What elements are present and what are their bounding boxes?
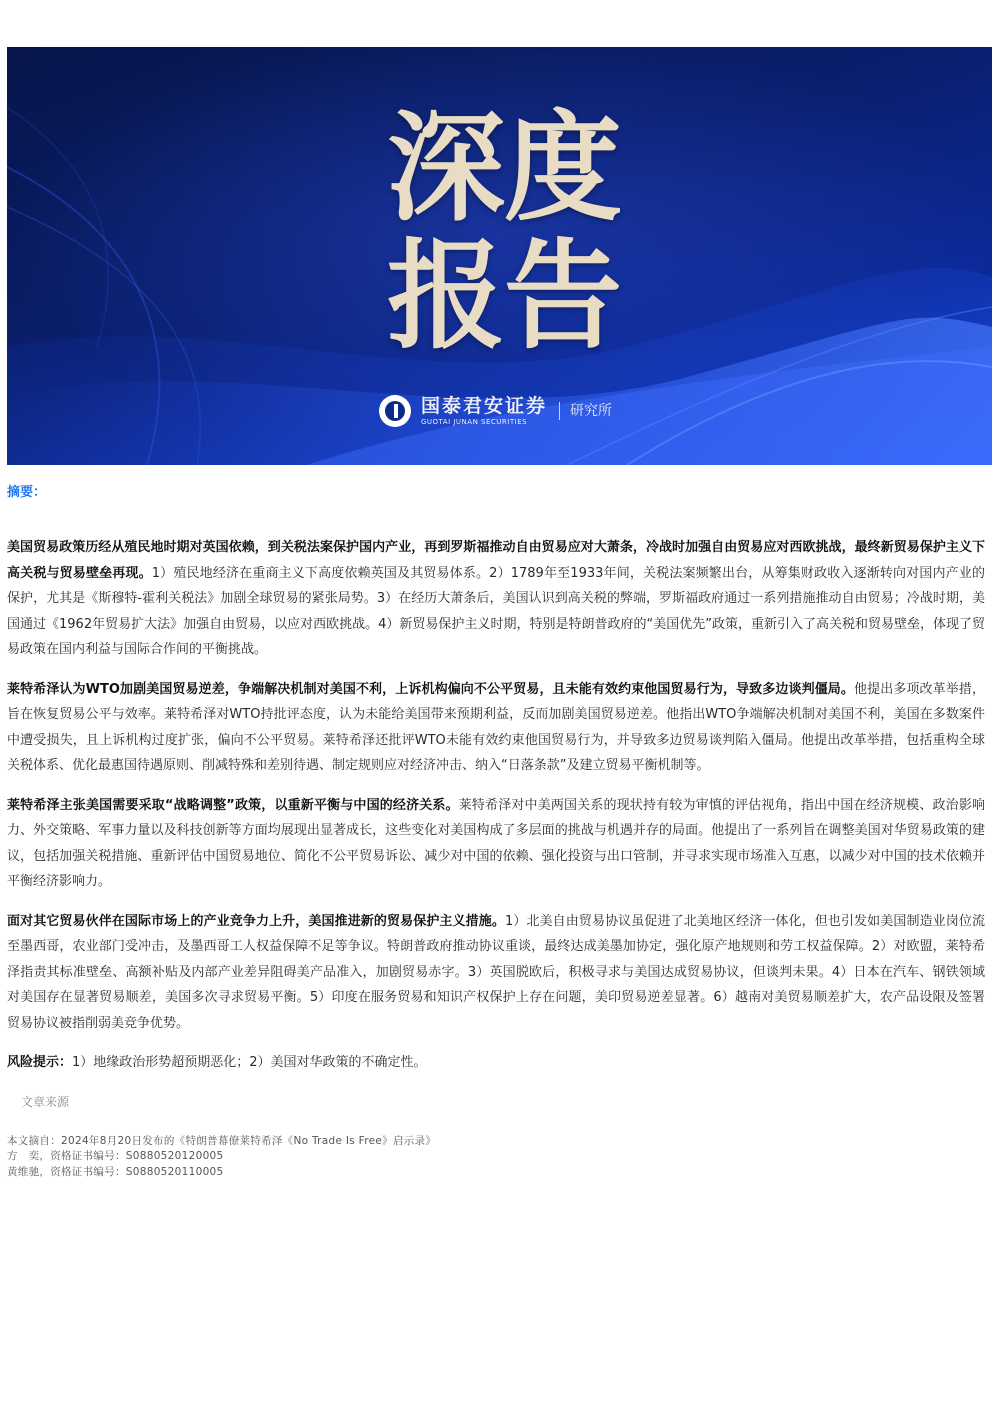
footer-excerpt-line: 本文摘自：2024年8月20日发布的《特朗普幕僚莱特希泽《No Trade Is Free》启示录》 xyxy=(7,1134,437,1147)
company-logo-icon xyxy=(379,395,411,427)
risk-warning-body: 1）地缘政治形势超预期恶化；2）美国对华政策的不确定性。 xyxy=(72,1055,427,1070)
paragraph-3-lead: 莱特希泽主张美国需要采取“战略调整”政策，以重新平衡与中国的经济关系。 xyxy=(7,797,459,813)
risk-warning xyxy=(7,1050,985,1076)
summary-paragraph-1 xyxy=(7,535,985,663)
institute-label: 研究所 xyxy=(559,402,612,420)
company-logo xyxy=(379,393,612,429)
paragraph-3-body: 莱特希泽对中美两国关系的现状持有较为审慎的评估视角，指出中国在经济规模、政治影响力、外交策略、军事力量以及科技创新等方面均展现出显著成长，这些变化对美国构成了多层面的挑战与机遇并存的局面。他提出了一系列旨在调整美国对华贸易政策的建议，包括加强关税措施、重新评估中国贸易地位、简化不公平贸易诉讼、减少对中国的依赖、强化投资与出口管制，并寻求实现市场准入互惠，以减少对中国的技术依赖并平衡经济影响力。 xyxy=(7,797,985,889)
summary-paragraph-4 xyxy=(7,909,985,1037)
footer-analyst-1: 方 奕，资格证书编号：S0880520120005 xyxy=(7,1150,224,1162)
footer-analyst-2: 黄维驰，资格证书编号：S0880520110005 xyxy=(7,1165,224,1178)
company-name-en: GUOTAI JUNAN SECURITIES xyxy=(421,418,528,426)
paragraph-4-lead: 面对其它贸易伙伴在国际市场上的产业竞争力上升，美国推进新的贸易保护主义措施。 xyxy=(7,913,505,929)
summary-paragraph-3 xyxy=(7,793,985,895)
summary-label: 摘要： xyxy=(7,485,47,500)
company-logo-text xyxy=(421,395,547,427)
article-source-link[interactable]: 文章来源 xyxy=(21,1094,70,1109)
banner-title-char-1: 深 xyxy=(387,98,506,237)
article-footer xyxy=(7,1134,985,1181)
summary-paragraph-2 xyxy=(7,677,985,779)
article-content xyxy=(7,480,985,1180)
paragraph-1-lead: 美国贸易政策历经从殖民地时期对英国依赖，到关税法案保护国内产业，再到罗斯福推动自由贸易应对大萧条，冷战时加强自由贸易应对西欧挑战，最终新贸易保护主义下高关税与贸易壁垒再现。 xyxy=(7,540,985,581)
report-banner xyxy=(7,47,992,465)
banner-title-char-2: 度 xyxy=(504,98,623,237)
paragraph-2-lead: 莱特希泽认为WTO加剧美国贸易逆差，争端解决机制对美国不利，上诉机构偏向不公平贸易，且未能有效约束他国贸易行为，导致多边谈判僵局。 xyxy=(7,681,855,697)
company-name-cn: 国泰君安证券 xyxy=(421,395,548,417)
banner-title-char-4: 告 xyxy=(504,226,623,365)
paragraph-2-body: 他提出多项改革举措，旨在恢复贸易公平与效率。莱特希泽对WTO持批评态度，认为未能给美国带来预期利益，反而加剧美国贸易逆差。他指出WTO争端解决机制对美国不利，美国在多数案件中遭受损失，且上诉机构过度扩张，偏向不公平贸易。莱特希泽还批评WTO未能有效约束他国贸易行为，并导致多边贸易谈判陷入僵局。他提出改革举措，包括重构全球关税体系、优化最惠国待遇原则、削减特殊和差别待遇、制定规则应对经济冲击、纳入“日落条款”及建立贸易平衡机制等。 xyxy=(7,681,985,773)
banner-title-char-3: 报 xyxy=(387,226,506,365)
paragraph-4-body: 1）北美自由贸易协议虽促进了北美地区经济一体化，但也引发如美国制造业岗位流至墨西哥，农业部门受冲击，及墨西哥工人权益保障不足等争议。特朗普政府推动协议重谈，最终达成美墨加协定，强化原产地规则和劳工权益保障。2）对欧盟，莱特希泽指责其标准壁垒、高额补贴及内部产业差异阻碍美产品准入，加剧贸易赤字。3）英国脱欧后，积极寻求与美国达成贸易协议，但谈判未果。4）日本在汽车、钢铁领域对美国存在显著贸易顺差，美国多次寻求贸易平衡。5）印度在服务贸易和知识产权保护上存在问题，美印贸易逆差显著。6）越南对美贸易顺差扩大，农产品设限及签署贸易协议被指削弱美竞争优势。 xyxy=(7,913,985,1031)
risk-warning-label: 风险提示： xyxy=(7,1055,73,1070)
paragraph-1-body: 1）殖民地经济在重商主义下高度依赖英国及其贸易体系。2）1789年至1933年间，关税法案频繁出台，从筹集财政收入逐渐转向对国内产业的保护，尤其是《斯穆特-霍利关税法》加剧全球贸易的紧张局势。3）在经历大萧条后，美国认识到高关税的弊端，罗斯福政府通过一系列措施推动自由贸易；冷战时期，美国通过《1962年贸易扩大法》加强自由贸易，以应对西欧挑战。4）新贸易保护主义时期，特别是特朗普政府的“美国优先”政策，重新引入了高关税和贸易壁垒，体现了贸易政策在国内利益与国际合作间的平衡挑战。 xyxy=(7,565,985,657)
